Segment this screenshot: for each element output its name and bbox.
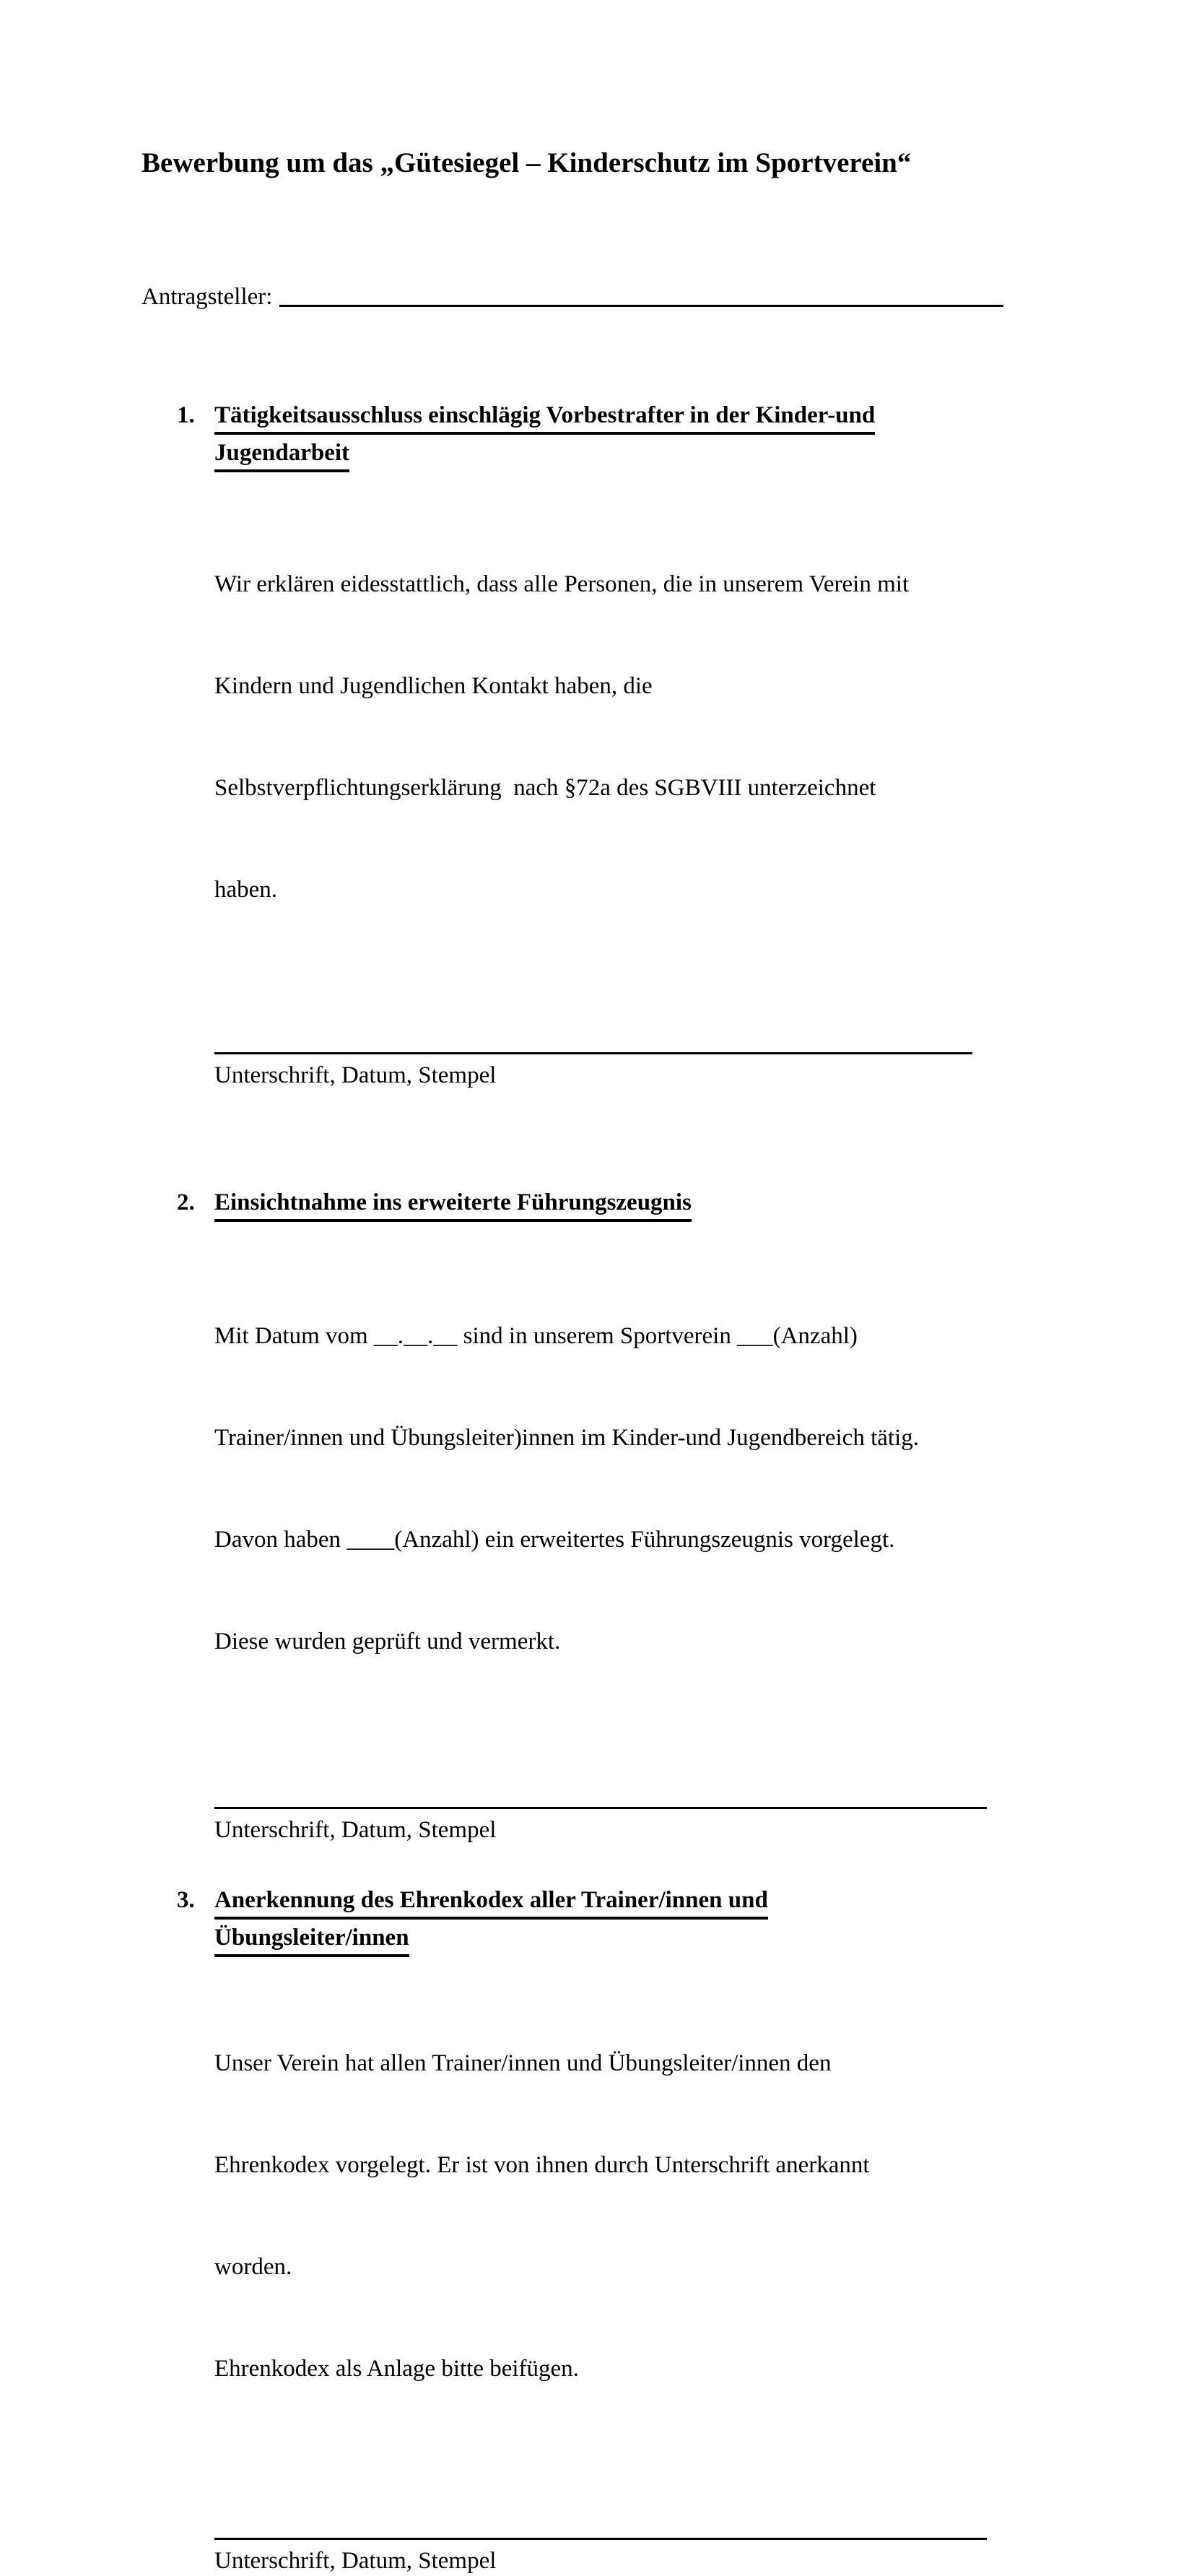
section-3-body xyxy=(214,1979,1194,2454)
body-line: Mit Datum vom __.__.__ sind in unserem Sportverein ___(Anzahl) xyxy=(214,1323,858,1349)
body-line: worden. xyxy=(214,2254,292,2280)
section-2-heading xyxy=(177,1184,1194,1222)
body-line: Wir erklären eidesstattlich, dass alle Personen, die in unserem Verein mit xyxy=(214,571,910,597)
section-1-heading-text xyxy=(214,397,875,472)
section-3-heading-line-2: Übungsleiter/innen xyxy=(214,1922,409,1957)
sections xyxy=(177,397,1194,2576)
section-2-number: 2. xyxy=(177,1189,195,1215)
applicant-label: Antragsteller: xyxy=(141,284,273,310)
section-2-heading-text xyxy=(214,1184,692,1222)
signature-caption-2: Unterschrift, Datum, Stempel xyxy=(214,1817,497,1843)
signature-line-1 xyxy=(214,1052,972,1054)
signature-caption-1: Unterschrift, Datum, Stempel xyxy=(214,1062,497,1088)
section-1-heading-line-2: Jugendarbeit xyxy=(214,437,349,472)
signature-line-2 xyxy=(214,1807,987,1809)
body-line: Ehrenkodex als Anlage bitte beifügen. xyxy=(214,2356,579,2382)
body-line: Diese wurden geprüft und vermerkt. xyxy=(214,1629,561,1655)
section-2-body xyxy=(214,1252,1194,1727)
signature-caption-3: Unterschrift, Datum, Stempel xyxy=(214,2548,497,2574)
body-line: Kindern und Jugendlichen Kontakt haben, die xyxy=(214,673,653,699)
page-title: Bewerbung um das „Gütesiegel – Kinderschutz im Sportverein“ xyxy=(141,147,912,178)
section-1-heading-line-1: Tätigkeitsausschluss einschlägig Vorbestrafter in der Kinder-und xyxy=(214,399,875,435)
body-line: haben. xyxy=(214,877,278,903)
body-line: Unser Verein hat allen Trainer/innen und Übungsleiter/innen den xyxy=(214,2050,832,2076)
section-1 xyxy=(177,397,1194,1090)
section-1-body xyxy=(214,500,1194,975)
section-3 xyxy=(177,1882,1194,2576)
section-3-heading-line-1: Anerkennung des Ehrenkodex aller Trainer/innen und xyxy=(214,1884,768,1920)
applicant-row xyxy=(141,282,1003,312)
section-2-heading-line-1: Einsichtnahme ins erweiterte Führungszeugnis xyxy=(214,1187,692,1222)
section-1-heading xyxy=(177,397,1194,472)
applicant-blank-line xyxy=(279,305,1003,307)
section-3-heading xyxy=(177,1882,1194,1957)
body-line: Trainer/innen und Übungsleiter)innen im Kinder-und Jugendbereich tätig. xyxy=(214,1425,919,1451)
signature-line-3 xyxy=(214,2538,987,2540)
body-line: Ehrenkodex vorgelegt. Er ist von ihnen durch Unterschrift anerkannt xyxy=(214,2152,870,2178)
section-3-number: 3. xyxy=(177,1887,195,1913)
body-line: Davon haben ____(Anzahl) ein erweitertes Führungszeugnis vorgelegt. xyxy=(214,1527,895,1553)
section-1-number: 1. xyxy=(177,402,195,428)
section-3-heading-text xyxy=(214,1882,768,1957)
body-line: Selbstverpflichtungserklärung nach §72a des SGBVIII unterzeichnet xyxy=(214,775,876,801)
section-2 xyxy=(177,1184,1194,1845)
